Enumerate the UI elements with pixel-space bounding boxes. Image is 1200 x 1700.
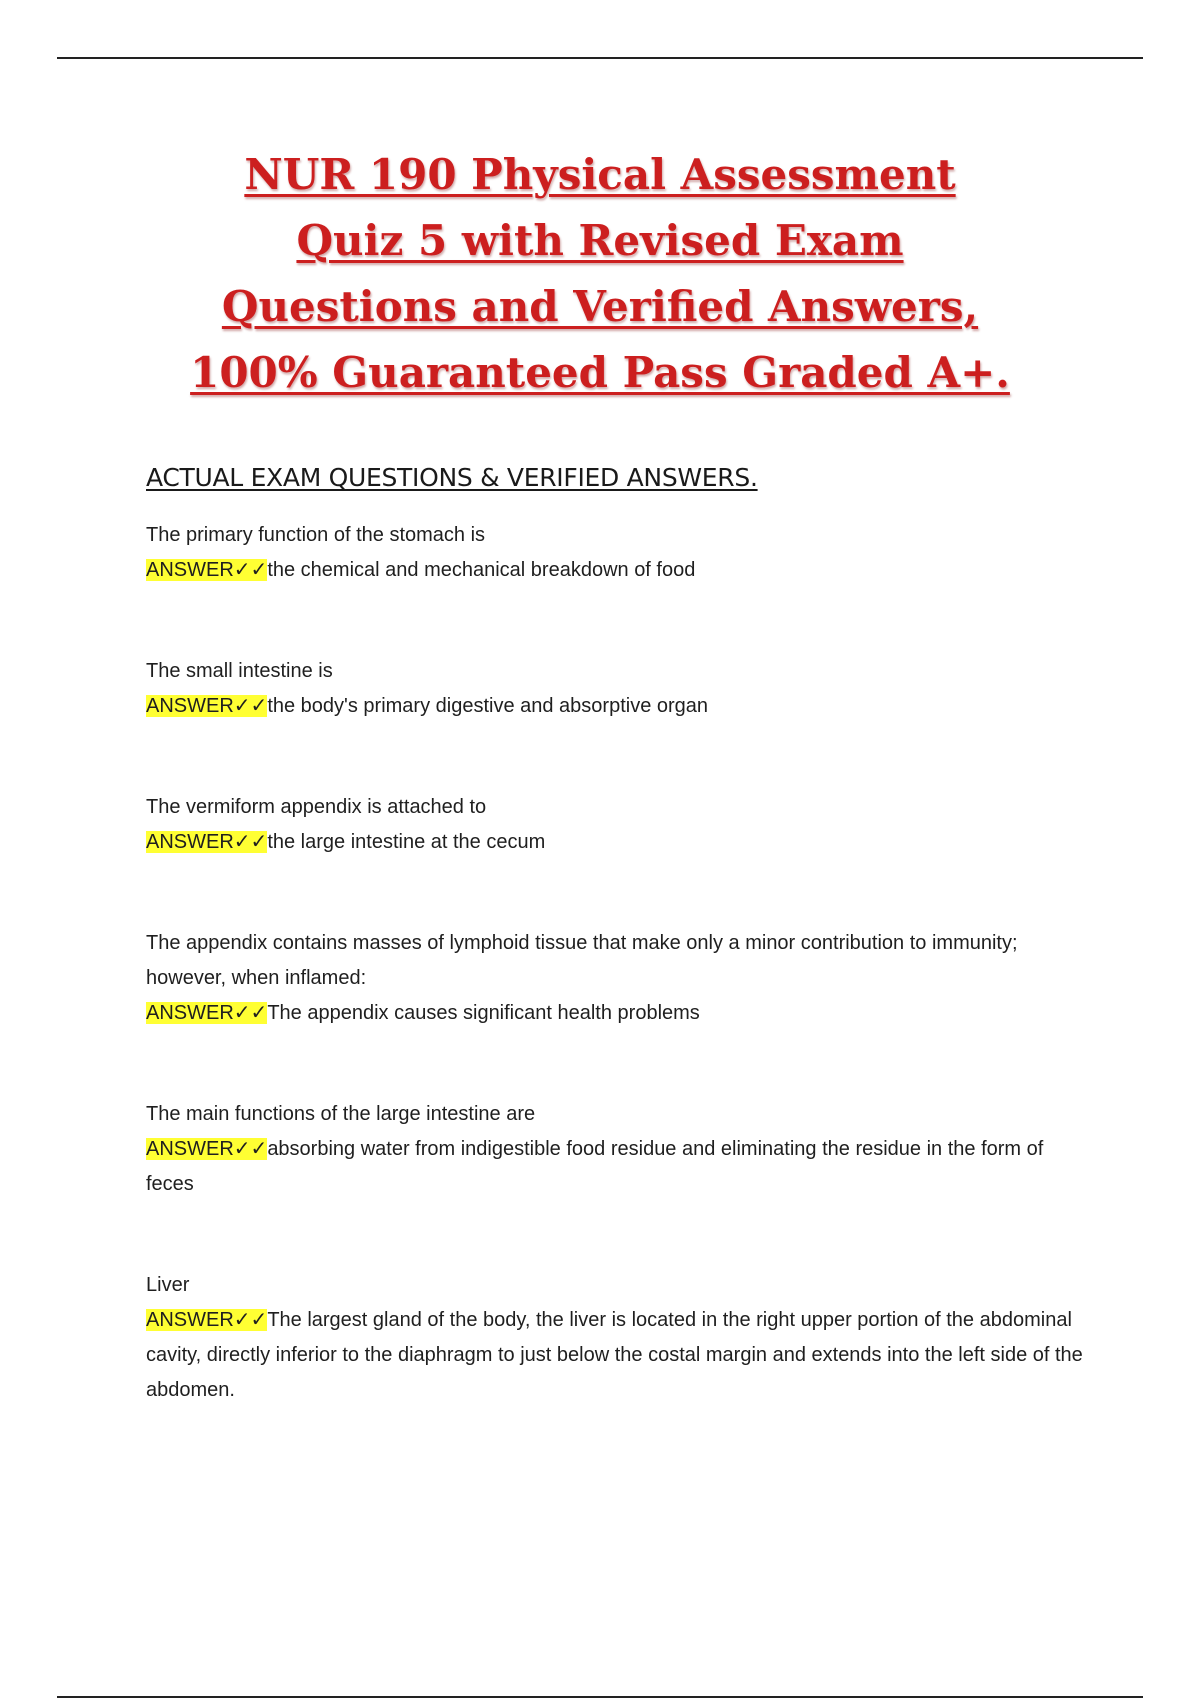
answer-label: ANSWER✓✓ [146,1138,268,1160]
title-line: 100% Guaranteed Pass Graded A+. [190,348,1010,397]
answer-line [146,996,1086,1031]
answer-label: ANSWER✓✓ [146,1002,268,1024]
question-text: The primary function of the stomach is [146,524,486,546]
answer-label: ANSWER✓✓ [146,831,268,853]
answer-line [146,689,1086,724]
top-divider [57,57,1143,59]
answer-label: ANSWER✓✓ [146,1309,268,1331]
answer-line [146,1303,1086,1408]
question-text: The small intestine is [146,660,333,682]
document-title [150,142,1050,406]
answer-label: ANSWER✓✓ [146,695,268,717]
question-text: The main functions of the large intestine are [146,1103,536,1125]
answer-line [146,553,1086,588]
answer-text: the large intestine at the cecum [267,831,546,853]
question-text: Liver [146,1274,190,1296]
section-heading: ACTUAL EXAM QUESTIONS & VERIFIED ANSWERS. [146,463,758,492]
qa-item [146,790,1086,860]
answer-text: The appendix causes significant health problems [267,1002,700,1024]
answer-label: ANSWER✓✓ [146,559,268,581]
title-line: Questions and Verified Answers, [221,282,979,331]
qa-item [146,926,1086,1031]
answer-text: absorbing water from indigestible food residue and eliminating the residue in the form of feces [146,1138,1044,1195]
answer-line [146,1132,1086,1202]
qa-item [146,518,1086,588]
answer-text: the chemical and mechanical breakdown of food [267,559,696,581]
bottom-divider [57,1696,1143,1698]
title-line: NUR 190 Physical Assessment [244,150,956,199]
question-text: The appendix contains masses of lymphoid tissue that make only a minor contribution to immunity; however, when inflamed: [146,932,1018,989]
qa-item [146,654,1086,724]
title-line: Quiz 5 with Revised Exam [296,216,904,265]
answer-text: the body's primary digestive and absorptive organ [267,695,709,717]
question-text: The vermiform appendix is attached to [146,796,487,818]
qa-list [146,518,1086,1408]
qa-item [146,1268,1086,1408]
qa-item [146,1097,1086,1202]
answer-text: The largest gland of the body, the liver is located in the right upper portion of the abdominal cavity, directly inferior to the diaphragm to just below the costal margin and extends into the left side of the abdomen. [146,1309,1083,1401]
answer-line [146,825,1086,860]
